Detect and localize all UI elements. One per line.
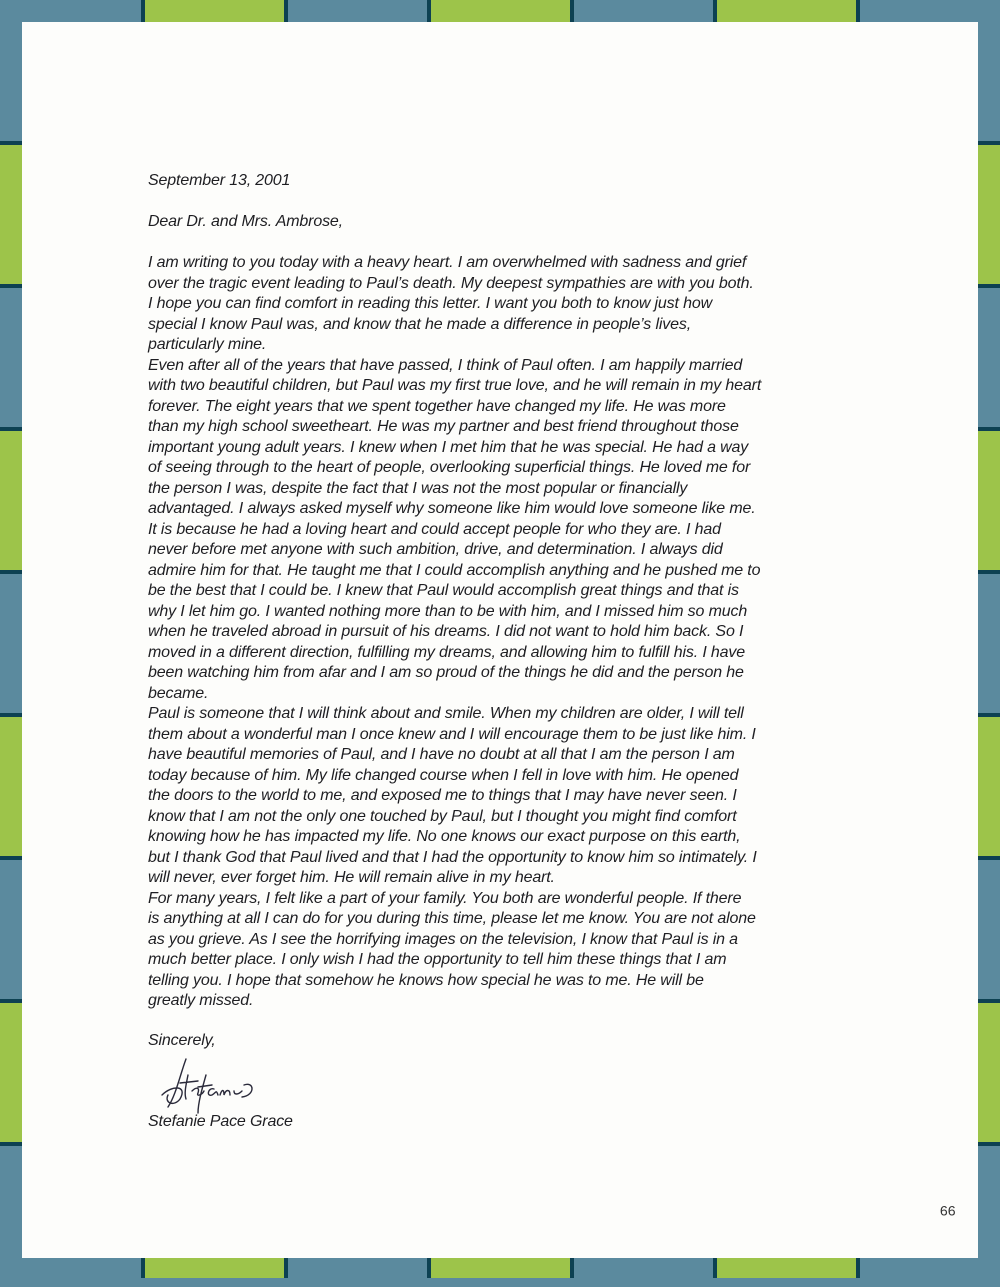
border-tile — [978, 286, 1000, 429]
border-divider — [0, 427, 22, 431]
body-line: have beautiful memories of Paul, and I have no doubt at all that I am the person I am — [148, 746, 735, 763]
border-tile — [0, 429, 22, 572]
body-line: know that I am not the only one touched by Paul, but I thought you might find comfort — [148, 807, 737, 825]
border-divider — [856, 1258, 860, 1278]
border-tile — [143, 1258, 286, 1278]
body-line: as you grieve. As I see the horrifying images on the television, I know that Paul is in a — [148, 930, 738, 948]
border-tile — [0, 286, 22, 429]
body-line: over the tragic event leading to Paul’s death. My deepest sympathies are with you both. — [148, 274, 754, 292]
letter-date: September 13, 2001 — [148, 172, 291, 189]
body-line: but I thank God that Paul lived and that I had the opportunity to know him so intimately. I — [148, 848, 757, 866]
body-line: them about a wonderful man I once knew and I will encourage them to be just like him. I — [148, 725, 756, 743]
letter-salutation: Dear Dr. and Mrs. Ambrose, — [148, 213, 343, 230]
body-line: Even after all of the years that have passed, I think of Paul often. I am happily married — [148, 356, 743, 374]
body-line: moved in a different direction, fulfilling my dreams, and allowing him to fulfill his. I have — [148, 643, 746, 661]
body-line: when he traveled abroad in pursuit of his dreams. I did not want to hold him back. So I — [148, 623, 744, 640]
border-tile — [0, 715, 22, 858]
border-divider — [978, 427, 1000, 431]
border-divider — [0, 570, 22, 574]
border-divider — [978, 1142, 1000, 1146]
border-divider — [427, 0, 431, 22]
border-tile — [429, 0, 572, 22]
body-line: special I know Paul was, and know that he made a difference in people’s lives, — [148, 315, 691, 333]
signer-name: Stefanie Pace Grace — [148, 1113, 293, 1130]
body-line: greatly missed. — [148, 992, 254, 1009]
border-tile — [0, 1144, 22, 1287]
border-divider — [570, 1258, 574, 1278]
border-divider — [856, 0, 860, 22]
border-divider — [141, 1258, 145, 1278]
border-tile — [978, 572, 1000, 715]
border-divider — [0, 284, 22, 288]
border-divider — [0, 1142, 22, 1146]
body-line: important young adult years. I knew when I met him that he was special. He had a way — [148, 438, 749, 456]
border-divider — [0, 713, 22, 717]
border-tile — [978, 1001, 1000, 1144]
body-line: why I let him go. I wanted nothing more than to be with him, and I missed him so much — [148, 602, 748, 620]
border-divider — [978, 141, 1000, 145]
body-line: telling you. I hope that somehow he knows how special he was to me. He will be — [148, 971, 704, 989]
body-line: It is because he had a loving heart and could accept people for who they are. I had — [148, 520, 721, 538]
body-line: knowing how he has impacted my life. No one knows our exact purpose on this earth, — [148, 828, 741, 845]
body-line: For many years, I felt like a part of your family. You both are wonderful people. If there — [148, 889, 742, 907]
body-line: much better place. I only wish I had the opportunity to tell him these things that I am — [148, 951, 727, 968]
body-line: of seeing through to the heart of people, overlooking superficial things. He loved me for — [148, 459, 751, 476]
border-tile — [978, 1144, 1000, 1287]
border-divider — [0, 999, 22, 1003]
border-divider — [427, 1258, 431, 1278]
body-line: the doors to the world to me, and exposed me to things that I may have never seen. I — [148, 787, 737, 804]
border-tile — [286, 1258, 429, 1278]
body-line: be the best that I could be. I knew that Paul would accomplish great things and that is — [148, 582, 739, 599]
border-divider — [978, 284, 1000, 288]
body-line: today because of him. My life changed course when I fell in love with him. He opened — [148, 766, 739, 784]
border-tile — [0, 1001, 22, 1144]
border-divider — [978, 570, 1000, 574]
page-number: 99 — [940, 1203, 956, 1219]
body-line: will never, ever forget him. He will remain alive in my heart. — [148, 869, 555, 886]
border-tile — [715, 1258, 858, 1278]
body-line: particularly mine. — [148, 336, 267, 353]
border-tile — [286, 0, 429, 22]
border-divider — [0, 141, 22, 145]
border-tile — [572, 1258, 715, 1278]
border-tile — [0, 143, 22, 286]
body-line: I hope you can find comfort in reading this letter. I want you both to know just how — [148, 295, 713, 312]
body-line: became. — [148, 684, 209, 702]
border-tile — [0, 0, 22, 143]
border-divider — [0, 856, 22, 860]
border-tile — [143, 0, 286, 22]
body-line: forever. The eight years that we spent together have changed my life. He was more — [148, 397, 726, 415]
border-divider — [978, 999, 1000, 1003]
body-line: never before met anyone with such ambition, drive, and determination. I always did — [148, 541, 723, 558]
border-tile — [572, 0, 715, 22]
border-tile — [978, 143, 1000, 286]
border-divider — [713, 0, 717, 22]
border-tile — [429, 1258, 572, 1278]
border-divider — [284, 0, 288, 22]
body-line: Paul is someone that I will think about and smile. When my children are older, I will tell — [148, 705, 744, 722]
border-divider — [978, 856, 1000, 860]
border-divider — [978, 713, 1000, 717]
body-line: advantaged. I always asked myself why someone like him would love someone like me. — [148, 500, 756, 517]
border-tile — [978, 858, 1000, 1001]
letter-closing: Sincerely, — [148, 1032, 216, 1049]
border-divider — [570, 0, 574, 22]
body-line: than my high school sweetheart. He was my partner and best friend throughout those — [148, 418, 739, 435]
body-line: with two beautiful children, but Paul was my first true love, and he will remain in my heart — [148, 377, 762, 394]
border-tile — [715, 0, 858, 22]
border-divider — [284, 1258, 288, 1278]
border-divider — [713, 1258, 717, 1278]
letter-body — [148, 253, 761, 1012]
border-tile — [978, 715, 1000, 858]
border-tile — [978, 0, 1000, 143]
border-divider — [141, 0, 145, 22]
border-tile — [0, 858, 22, 1001]
body-line: I am writing to you today with a heavy heart. I am overwhelmed with sadness and grief — [148, 254, 747, 271]
border-tile — [0, 572, 22, 715]
border-tile — [978, 429, 1000, 572]
body-line: the person I was, despite the fact that I was not the most popular or financially — [148, 479, 688, 497]
handwritten-signature — [158, 1055, 308, 1115]
body-line: been watching him from afar and I am so proud of the things he did and the person he — [148, 664, 744, 681]
body-line: admire him for that. He taught me that I could accomplish anything and he pushed me to — [148, 561, 761, 579]
body-line: is anything at all I can do for you during this time, please let me know. You are not alone — [148, 910, 756, 927]
